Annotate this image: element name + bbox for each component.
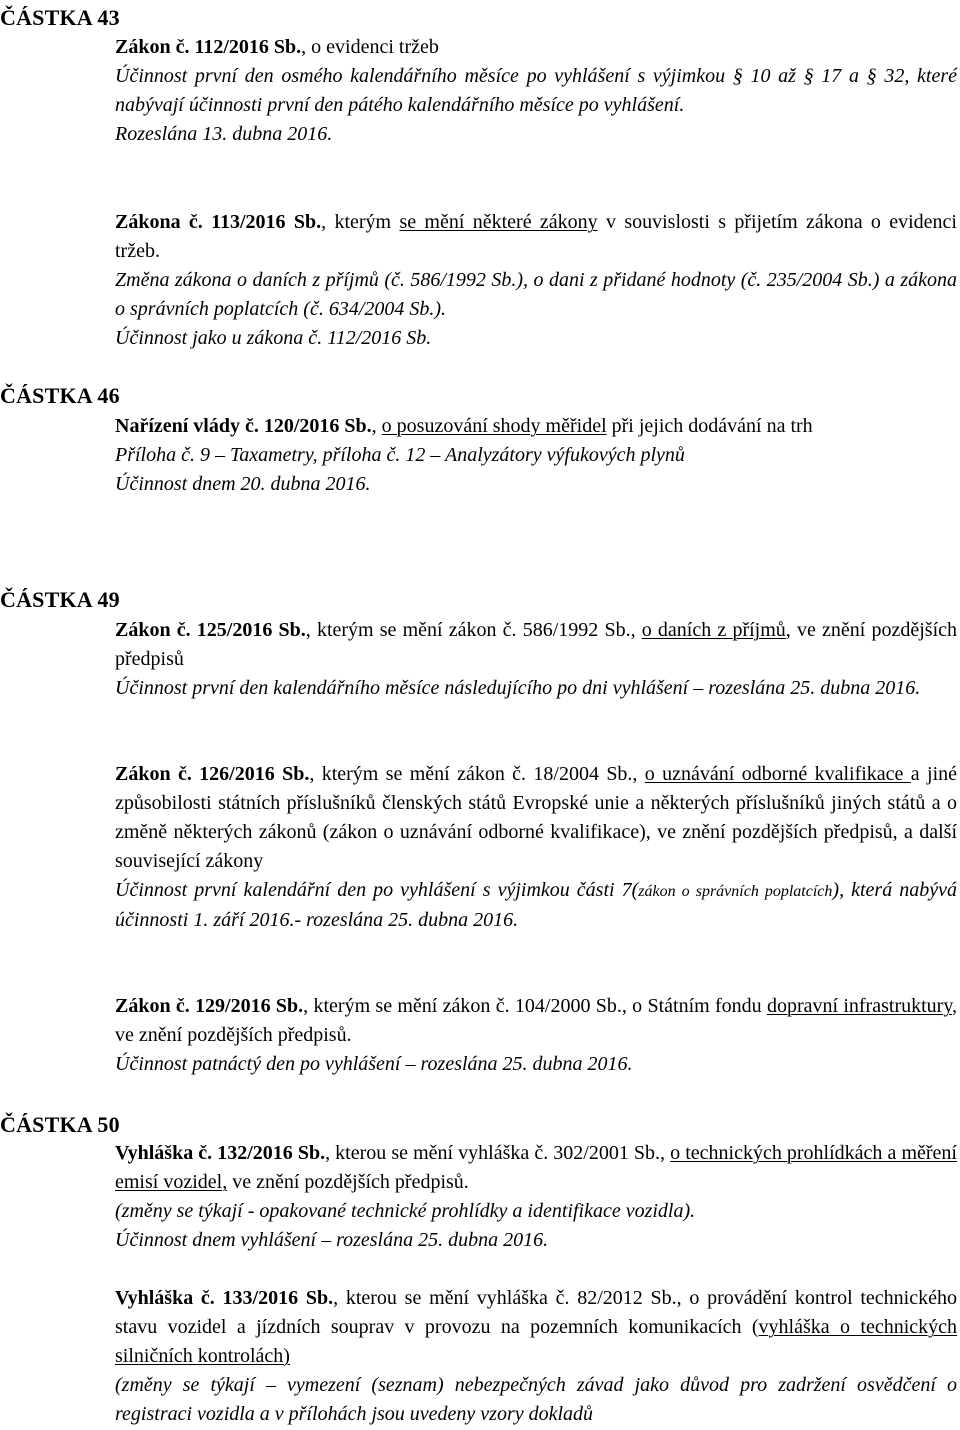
effect-text: Účinnost dnem 20. dubna 2016. [115,473,371,495]
law-number: Zákon č. 129/2016 Sb. [115,995,304,1017]
law-number: Zákon č. 112/2016 Sb. [115,36,302,58]
sent-date: Rozeslána 13. dubna 2016. [115,123,333,145]
law-entry-132-2016 [115,1139,957,1255]
effect-text: Účinnost patnáctý den po vyhlášení – rozeslána 25. dubna 2016. [115,1053,633,1075]
change-text: Změna zákona o daních z příjmů (č. 586/1992 Sb.), o dani z přidané hodnoty (č. 235/2004 Sb.) a zákona o správních poplatcích (č. 634/2004 Sb.). [115,269,957,320]
law-title-line [115,616,957,674]
law-title-line [115,208,957,266]
law-entry-126-2016 [115,760,957,935]
law-number: Zákona č. 113/2016 Sb. [115,211,322,233]
law-subject-part: , kterým [321,211,400,233]
law-subject-part: při jejich dodávání na trh [606,415,813,437]
law-entry-120-2016 [115,412,957,499]
law-entry-125-2016 [115,616,957,703]
law-entry-112-2016 [115,33,957,149]
law-title-line [115,33,957,62]
law-entry-129-2016 [115,992,957,1079]
law-subject-link: o posuzování shody měřidel [381,415,607,437]
law-number: Vyhláška č. 132/2016 Sb. [115,1142,326,1164]
law-subject-link: o technických prohlídkách a měření emisí vozidel, [115,1142,957,1193]
effect-part: Účinnost první kalendářní den po vyhlášení s výjimkou části 7( [115,879,639,901]
effect-text: Účinnost první den osmého kalendářního měsíce po vyhlášení s výjimkou § 10 až § 17 a § 32, které nabývají účinnosti první den pátého kalendářního měsíce po vyhlášení. [115,65,957,116]
law-subject-part: v souvislosti s přijetím zákona o evidenci tržeb. [115,211,957,262]
law-subject-part: a jiné způsobilosti státních příslušníků členských států Evropské unie a některých příslušníků jiných států a o změně některých zákonů (zákon o uznávání odborné kvalifikace), ve znění pozdějších předpisů, a další související zákony [115,763,958,872]
law-number: Zákon č. 126/2016 Sb. [115,763,310,785]
effect-part: ), která nabývá účinnosti 1. září 2016.- rozeslána 25. dubna 2016. [115,879,958,931]
law-entry-113-2016 [115,208,957,353]
section-heading-50: ČÁSTKA 50 [0,1112,120,1137]
section-heading-46: ČÁSTKA 46 [0,383,120,408]
effect-text: Účinnost dnem vyhlášení – rozeslána 25. dubna 2016. [115,1229,549,1251]
law-subject-part: ve znění pozdějších předpisů. [227,1171,469,1193]
law-subject-link: o daních z příjmů [641,619,786,641]
effect-small-part: zákon o správních poplatcích [638,883,833,900]
law-subject-link: o uznávání odborné kvalifikace [644,763,911,785]
law-subject-part: , kterým se mění zákon č. 104/2000 Sb., o Státním fondu [303,995,767,1017]
law-subject-part: , kterou se mění vyhláška č. 82/2012 Sb., o provádění kontrol technického stavu vozidel a jízdních souprav v provozu na pozemních komunikacích ( [115,1287,957,1338]
law-number: Zákon č. 125/2016 Sb. [115,619,306,641]
law-number: Nařízení vlády č. 120/2016 Sb. [115,415,372,437]
law-subject-part: , kterým se mění zákon č. 586/1992 Sb., [305,619,642,641]
law-subject-part: , [371,415,382,437]
law-title-line [115,412,957,441]
law-title-line [115,760,957,876]
law-subject-link: dopravní infrastruktury [766,995,953,1017]
note-text: (změny se týkají – vymezení (seznam) nebezpečných závad jako důvod pro zadržení osvědčení o registraci vozidla a v přílohách jsou uvedeny vzory dokladů [115,1374,957,1425]
effect-text: Účinnost jako u zákona č. 112/2016 Sb. [115,327,432,349]
law-number: Vyhláška č. 133/2016 Sb. [115,1287,334,1309]
effect-text [115,876,957,935]
annex-text: Příloha č. 9 – Taxametry, příloha č. 12 – Analyzátory výfukových plynů [115,444,685,466]
note-text: (změny se týkají - opakované technické prohlídky a identifikace vozidla). [115,1200,696,1222]
law-subject-part: , ve znění pozdějších předpisů [115,619,958,670]
law-title-line [115,992,957,1050]
law-subject-part: , kterou se mění vyhláška č. 302/2001 Sb., [325,1142,671,1164]
law-subject-part: , ve znění pozdějších předpisů. [115,995,958,1046]
law-title-line [115,1284,957,1371]
law-subject: , o evidenci tržeb [301,36,439,58]
section-heading-49: ČÁSTKA 49 [0,587,120,612]
law-subject-link: se mění některé zákony [399,211,598,233]
law-entry-133-2016 [115,1284,957,1429]
law-title-line [115,1139,957,1197]
law-subject-part: , kterým se mění zákon č. 18/2004 Sb., [309,763,645,785]
effect-text: Účinnost první den kalendářního měsíce následujícího po dni vyhlášení – rozeslána 25. dubna 2016. [115,677,921,699]
law-subject-link: vyhláška o technických silničních kontrolách) [115,1316,958,1367]
section-heading-43: ČÁSTKA 43 [0,5,120,30]
